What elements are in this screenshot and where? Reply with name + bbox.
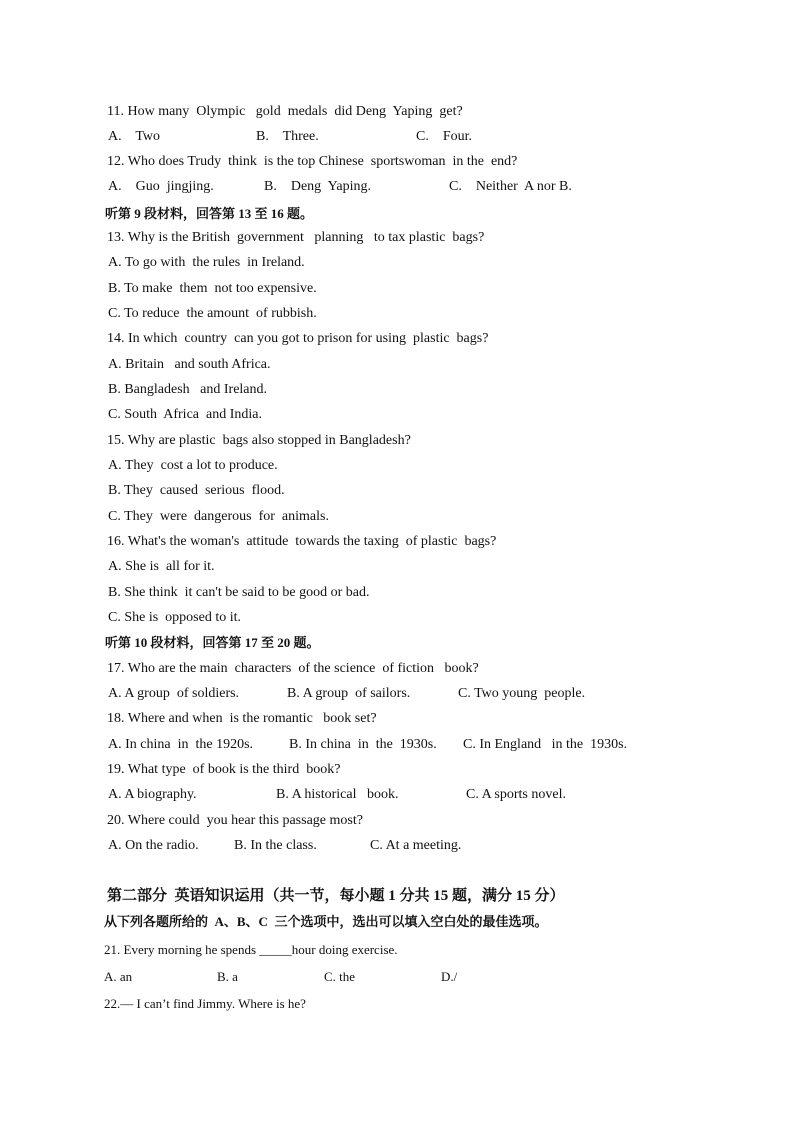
section-heading-9: 听第 9 段材料，回答第 13 至 16 题。: [105, 206, 314, 221]
option-c: C. In England in the 1930s.: [463, 737, 628, 752]
option-a: A. A biography.: [108, 787, 197, 802]
option-b: B. Deng Yaping.: [264, 179, 371, 194]
option-a: A. A group of soldiers.: [108, 686, 240, 701]
question-stem: 18. Where and when is the romantic book set?: [107, 711, 377, 726]
option-a: A. To go with the rules in Ireland.: [108, 255, 305, 270]
question-stem: 11. How many Olympic gold medals did Deng Yaping get?: [107, 104, 463, 119]
option-b: B. To make them not too expensive.: [108, 281, 317, 296]
option-b: B. They caused serious flood.: [108, 483, 285, 498]
option-c: C. Neither A nor B.: [449, 179, 572, 194]
option-c: C. She is opposed to it.: [108, 610, 242, 625]
option-a: A. On the radio.: [108, 838, 199, 853]
question-stem: 13. Why is the British government planning to tax plastic bags?: [107, 230, 485, 245]
option-b: B. She think it can't be said to be good or bad.: [108, 585, 370, 600]
option-c: C. South Africa and India.: [108, 407, 262, 422]
option-a: A. She is all for it.: [108, 559, 215, 574]
option-a: A. an: [104, 969, 133, 984]
option-b: B. A group of sailors.: [287, 686, 411, 701]
question-stem: 22.— I can’t find Jimmy. Where is he?: [104, 996, 306, 1011]
question-stem: 19. What type of book is the third book?: [107, 762, 341, 777]
option-b: B. In the class.: [234, 838, 317, 853]
option-c: C. the: [324, 969, 356, 984]
option-a: A. They cost a lot to produce.: [108, 458, 278, 473]
option-a: A. In china in the 1920s.: [108, 737, 254, 752]
option-a: A. Britain and south Africa.: [108, 357, 271, 372]
question-stem: 21. Every morning he spends _____hour doing exercise.: [104, 942, 398, 957]
option-a: A. Two: [108, 129, 161, 144]
question-stem: 14. In which country can you got to prison for using plastic bags?: [107, 331, 489, 346]
option-d: D./: [441, 969, 458, 984]
question-stem: 20. Where could you hear this passage most?: [107, 813, 363, 828]
option-b: B. Three.: [256, 129, 319, 144]
option-a: A. Guo jingjing.: [108, 179, 214, 194]
option-c: C. Two young people.: [458, 686, 586, 701]
part-two-instructions: 从下列各题所给的 A、B、C 三个选项中，选出可以填入空白处的最佳选项。: [104, 914, 548, 929]
question-stem: 12. Who does Trudy think is the top Chinese sportswoman in the end?: [107, 154, 518, 169]
option-b: B. Bangladesh and Ireland.: [108, 382, 268, 397]
option-c: C. A sports novel.: [466, 787, 566, 802]
option-b: B. a: [217, 969, 238, 984]
option-c: C. They were dangerous for animals.: [108, 509, 329, 524]
option-b: B. A historical book.: [276, 787, 399, 802]
section-heading-10: 听第 10 段材料，回答第 17 至 20 题。: [105, 635, 320, 650]
question-stem: 16. What's the woman's attitude towards the taxing of plastic bags?: [107, 534, 497, 549]
option-b: B. In china in the 1930s.: [289, 737, 437, 752]
option-c: C. To reduce the amount of rubbish.: [108, 306, 317, 321]
part-two-heading: 第二部分 英语知识运用（共一节，每小题 1 分共 15 题，满分 15 分）: [107, 888, 565, 904]
option-c: C. Four.: [416, 129, 473, 144]
option-c: C. At a meeting.: [370, 838, 462, 853]
question-stem: 15. Why are plastic bags also stopped in Bangladesh?: [107, 433, 411, 448]
question-stem: 17. Who are the main characters of the science of fiction book?: [107, 661, 479, 676]
